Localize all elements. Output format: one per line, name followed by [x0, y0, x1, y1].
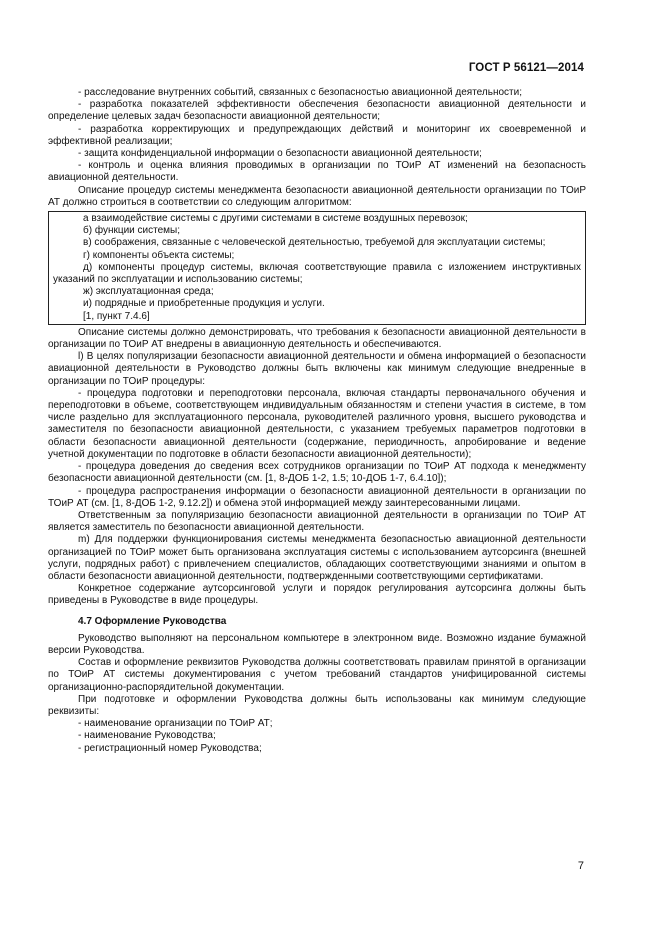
box-item: и) подрядные и приобретенные продукция и услуги. — [83, 298, 325, 310]
main-text — [48, 87, 586, 755]
paragraph: Описание системы должно демонстрировать, что требования к безопасности авиационной деятельности в организации по ТОиР АТ внедрены в авиационную деятельность и обеспечиваются. — [48, 326, 586, 351]
list-item: - разработка показателей эффективности обеспечения безопасности авиационной деятельности и определение целевых задач безопасности авиационной деятельности; — [48, 99, 586, 123]
list-item: - разработка корректирующих и предупреждающих действий и мониторинг их своевременной и эффективной реализации; — [48, 123, 586, 147]
list-item: - контроль и оценка влияния проводимых в организации по ТОиР АТ изменений на безопасность авиационной деятельности. — [48, 160, 586, 184]
page-number: 7 — [577, 860, 584, 872]
box-item: б) функции системы; — [83, 225, 180, 237]
list-item: - процедура распространения информации о безопасности авиационной деятельности в организации по ТОиР АТ (см. [1, 8-ДОБ 1-2, 9.12.2]) и обмена этой информацией между заинтересованными лицами. — [48, 485, 586, 509]
box-item: д) компоненты процедур системы, включая соответствующие правила с изложением инструктивных указаний по эксплуатации и использованию системы; — [53, 261, 581, 286]
document-code-header: ГОСТ Р 56121—2014 — [468, 62, 584, 74]
paragraph: l) В целях популяризации безопасности авиационной деятельности и обмена информацией о безопасности авиационной деятельности в Руководство должны быть включены как минимум следующие внедренные в организации по ТОиР процедуры: — [48, 351, 586, 387]
paragraph: При подготовке и оформлении Руководства должны быть использованы как минимум следующие реквизиты: — [48, 693, 586, 717]
description-intro-paragraph: Описание процедур системы менеджмента безопасности авиационной деятельности организации по ТОиР АТ должно строиться в соответствии со следующим алгоритмом: — [48, 184, 586, 208]
list-item: - наименование Руководства; — [78, 730, 216, 742]
box-item: в) соображения, связанные с человеческой деятельностью, требуемой для эксплуатации системы; — [83, 237, 546, 249]
list-item: - защита конфиденциальной информации о безопасности авиационной деятельности; — [78, 148, 482, 160]
paragraph: Конкретное содержание аутсорсинговой услуги и порядок регулирования аутсорсинга должны быть приведены в Руководстве в виде процедуры. — [48, 583, 586, 607]
list-item: - регистрационный номер Руководства; — [78, 742, 262, 754]
list-item: - расследование внутренних событий, связанных с безопасностью авиационной деятельности; — [78, 87, 522, 98]
box-item: а взаимодействие системы с другими системами в системе воздушных перевозок; — [83, 213, 468, 225]
box-item: ж) эксплуатационная среда; — [83, 286, 214, 298]
paragraph: Ответственным за популяризацию безопасности авиационной деятельности в организации по ТОиР АТ является заместитель по безопасности авиационной деятельности. — [48, 509, 586, 534]
section-heading: 4.7 Оформление Руководства — [78, 615, 227, 627]
paragraph: m) Для поддержки функционирования системы менеджмента безопасностью авиационной деятельности организацией по ТОиР может быть организована эксплуатация системы с использованием аутсорсинга (внешней услуги, подрядных работ) с привлечением специалистов, обладающих соответствующими знаниями и опытом в области безопасности авиационной деятельности, подтвержденными соответствующими сертификатами. — [48, 534, 586, 582]
box-item: г) компоненты объекта системы; — [83, 249, 235, 261]
box-reference: [1, пункт 7.4.6] — [83, 310, 150, 322]
paragraph: Состав и оформление реквизитов Руководства должны соответствовать правилам принятой в организации по ТОиР АТ системы документирования с учетом требований стандартов унифицированной системы организационно-распорядительной документации. — [48, 657, 586, 693]
list-item: - процедура доведения до сведения всех сотрудников организации по ТОиР АТ подхода к менеджменту безопасности авиационной деятельности (см. [1, 8-ДОБ 1-2, 1.5; 10-ДОБ 1-7, 6.4.10]); — [48, 461, 586, 485]
list-item: - наименование организации по ТОиР АТ; — [78, 718, 273, 730]
paragraph: Руководство выполняют на персональном компьютере в электронном виде. Возможно издание бумажной версии Руководства. — [48, 632, 586, 656]
algorithm-box — [48, 211, 586, 325]
list-item: - процедура подготовки и переподготовки персонала, включая стандарты первоначального обучения и переподготовки в объеме, соответствующем индивидуальным обязанностям и степени участия в системе, в том числе раздельно для эксплуатационного персонала, руководителей различного уровня, высшего руководства и заместителя по безопасности авиационной деятельности, с указанием требуемых параметров подготовки в области безопасности авиационной деятельности (содержание, периодичность, апробирование и ведение учетной документации по подготовке в области безопасности авиационной деятельности); — [48, 387, 586, 460]
